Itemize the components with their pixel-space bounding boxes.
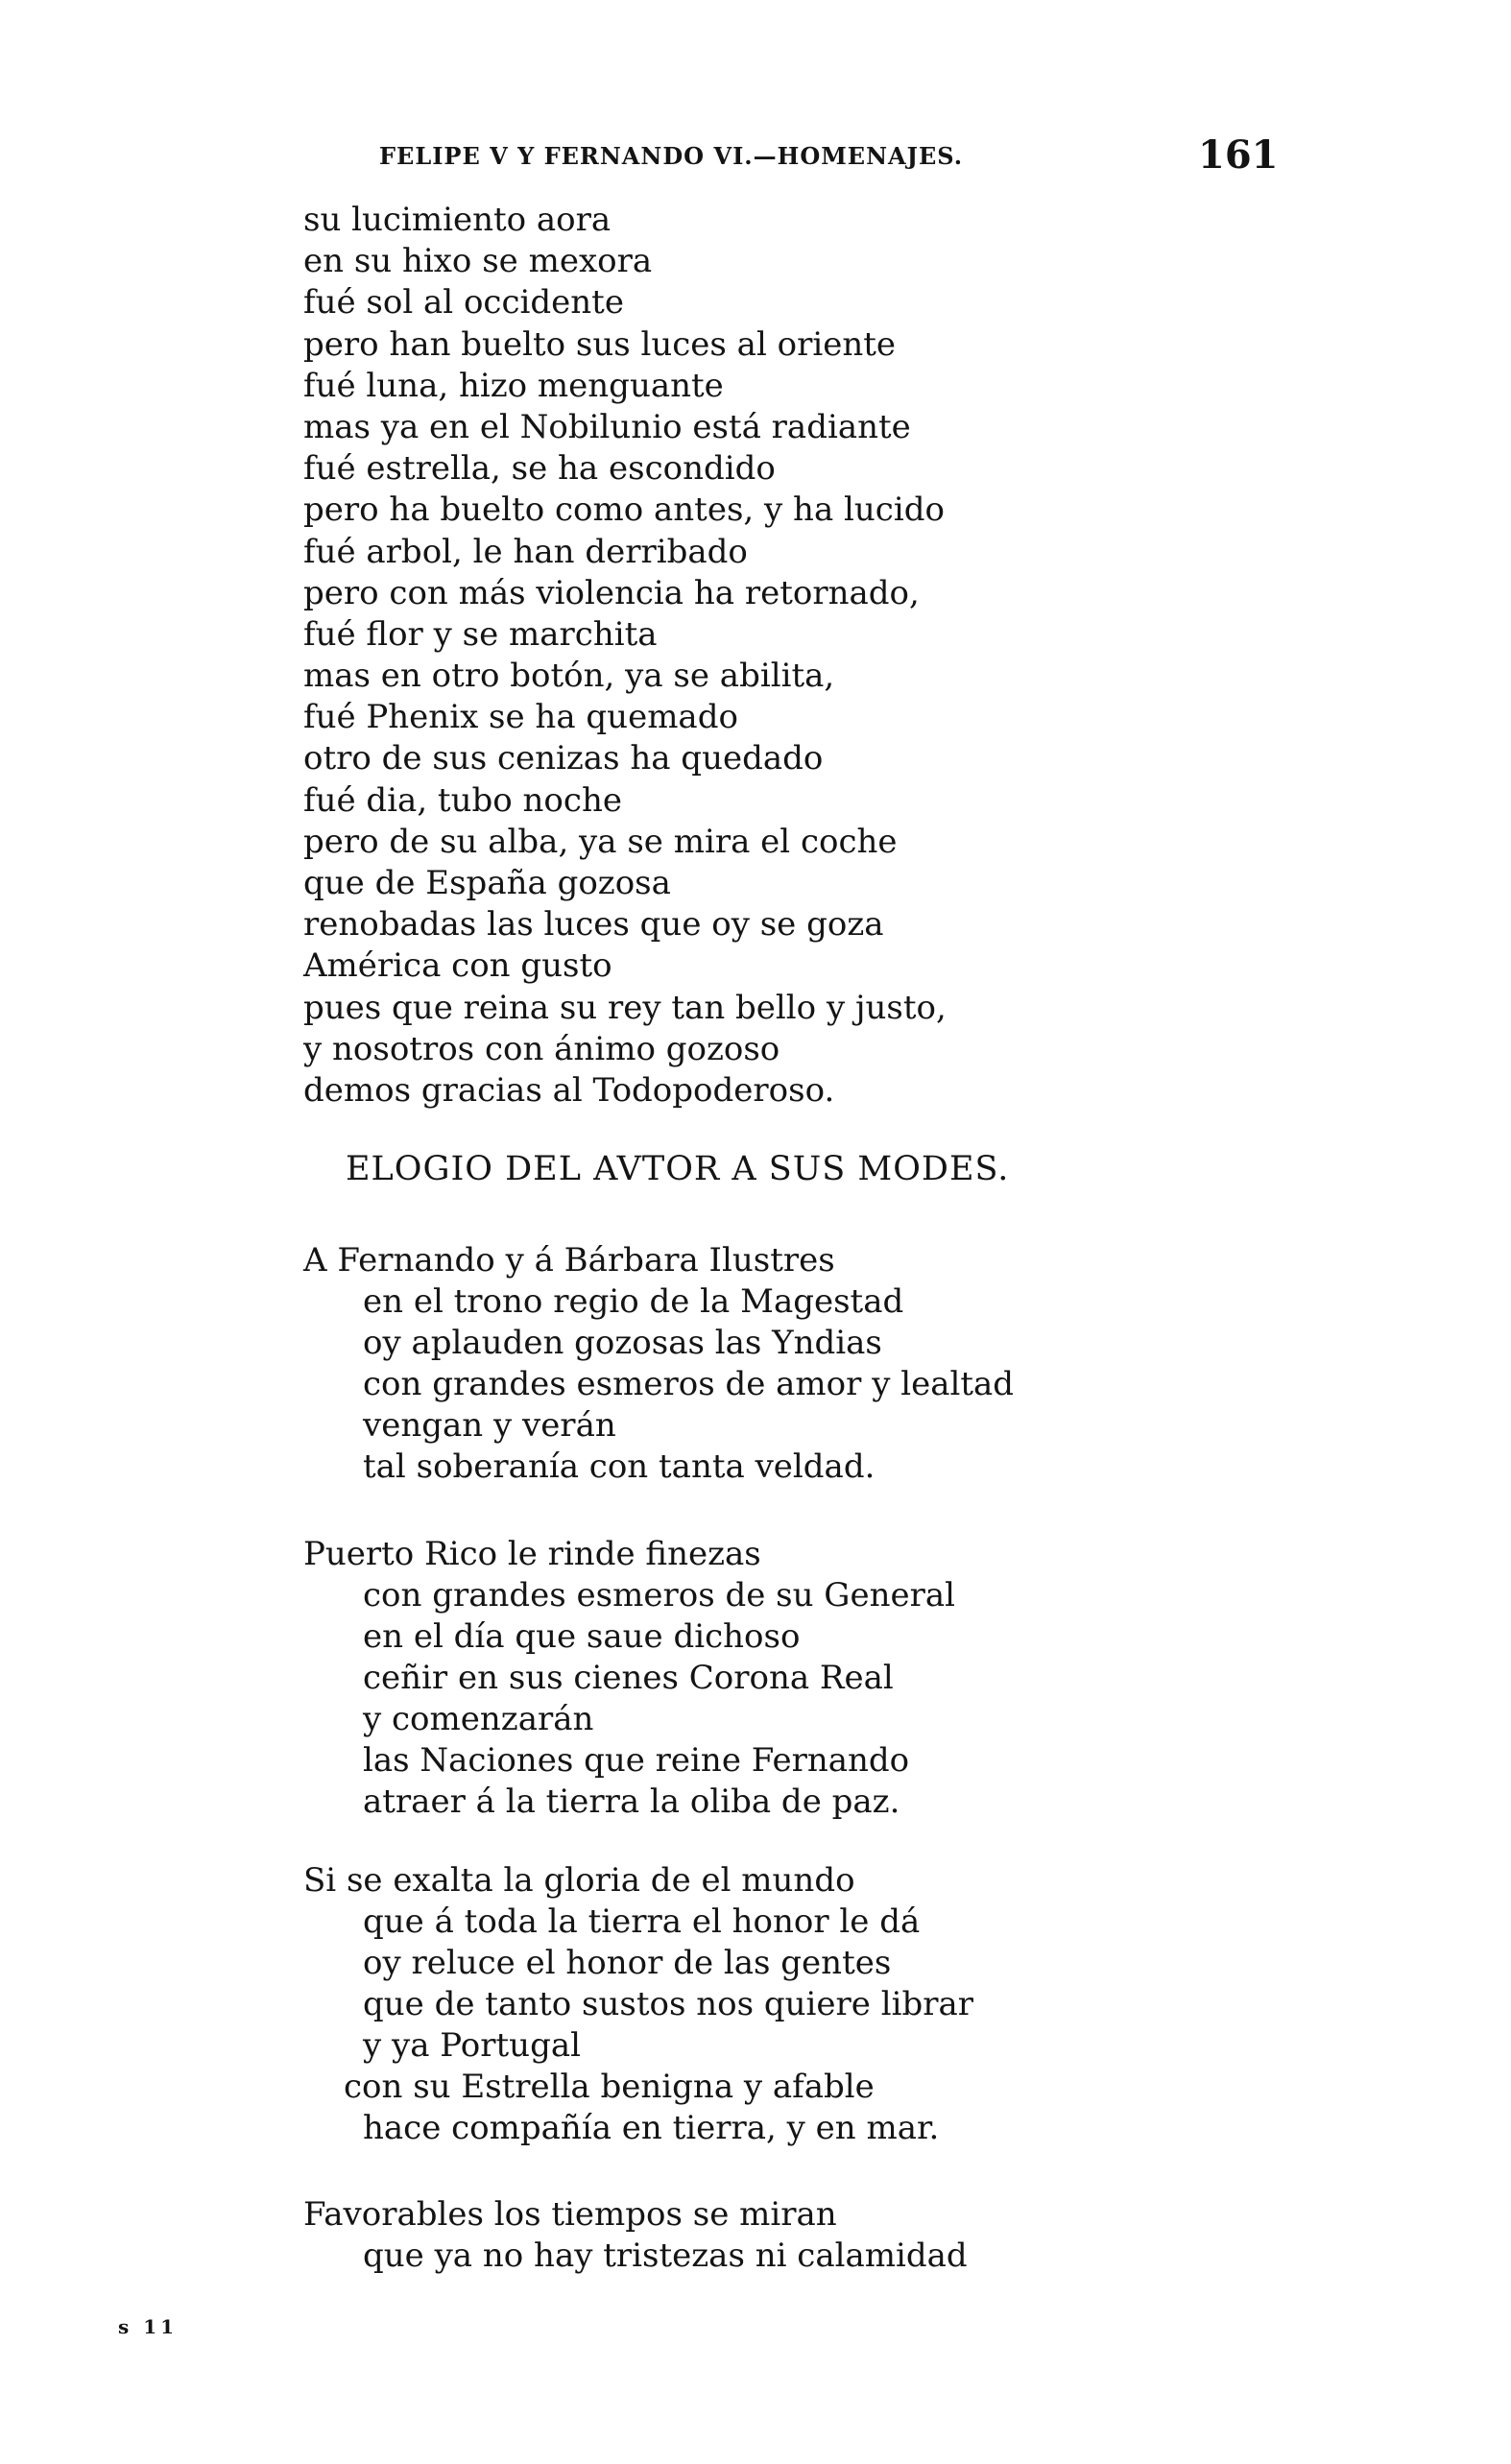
poem-line: fué flor y se marchita	[303, 614, 658, 654]
poem-line: su lucimiento aora	[303, 201, 612, 239]
poem-line: fué Phenix se ha quemado	[303, 698, 738, 737]
stanza-line: y ya Portugal	[363, 2026, 581, 2065]
poem-line: y nosotros con ánimo gozoso	[303, 1029, 780, 1068]
stanza-3	[303, 1860, 973, 2149]
poem-line: fué arbol, le han derribado	[303, 532, 748, 571]
stanza-4	[303, 2194, 968, 2277]
poem-continuation	[303, 200, 947, 1112]
poem-line: mas ya en el Nobilunio está radiante	[303, 407, 911, 446]
stanza-line: que ya no hay tristezas ni calamidad	[363, 2237, 968, 2275]
stanza-line: atraer á la tierra la oliba de paz.	[363, 1782, 900, 1821]
poem-line: demos gracias al Todopoderoso.	[303, 1070, 835, 1110]
stanza-line: con grandes esmeros de su General	[363, 1576, 955, 1615]
stanza-line: con su Estrella benigna y afable	[344, 2068, 875, 2106]
stanza-line: Favorables los tiempos se miran	[303, 2195, 837, 2234]
poem-line: pero de su alba, ya se mira el coche	[303, 822, 898, 861]
page-number: 161	[1198, 132, 1279, 178]
stanza-line: vengan y verán	[363, 1406, 616, 1445]
poem-line: América con gusto	[303, 946, 612, 986]
stanza-line: oy aplauden gozosas las Yndias	[363, 1324, 882, 1362]
poem-line: renobadas las luces que oy se goza	[303, 905, 884, 945]
poem-line: en su hixo se mexora	[303, 242, 653, 281]
poem-line: fué dia, tubo noche	[303, 780, 622, 820]
stanza-line: que de tanto sustos nos quiere librar	[363, 1985, 973, 2023]
section-title: ELOGIO DEL AVTOR A SUS MODES.	[346, 1150, 1010, 1188]
stanza-line: que á toda la tierra el honor le dá	[363, 1902, 921, 1941]
stanza-line: tal soberanía con tanta veldad.	[363, 1447, 875, 1486]
stanza-line: las Naciones que reine Fernando	[363, 1741, 910, 1780]
stanza-line: oy reluce el honor de las gentes	[363, 1944, 892, 1982]
stanza-line: en el trono regio de la Magestad	[363, 1282, 904, 1321]
running-head: FELIPE V Y FERNANDO VI.—HOMENAJES.	[379, 142, 964, 170]
signature-mark: s 11	[118, 2315, 179, 2338]
poem-line: pero con más violencia ha retornado,	[303, 573, 920, 612]
stanza-line: hace compañía en tierra, y en mar.	[363, 2109, 940, 2147]
poem-line: que de España gozosa	[303, 864, 671, 902]
stanza-line: y comenzarán	[363, 1700, 594, 1738]
poem-line: otro de sus cenizas ha quedado	[303, 739, 824, 778]
poem-line: pues que reina su rey tan bello y justo,	[303, 988, 947, 1027]
stanza-line: A Fernando y á Bárbara Ilustres	[303, 1241, 835, 1280]
stanza-1	[303, 1240, 1014, 1488]
poem-line: fué estrella, se ha escondido	[303, 449, 776, 489]
stanza-line: en el día que saue dichoso	[363, 1617, 801, 1656]
stanza-line: con grandes esmeros de amor y lealtad	[363, 1365, 1015, 1403]
stanza-2	[303, 1534, 955, 1823]
poem-line: fué luna, hizo menguante	[303, 366, 724, 405]
stanza-line: Puerto Rico le rinde finezas	[303, 1535, 761, 1573]
poem-line: mas en otro botón, ya se abilita,	[303, 657, 835, 696]
poem-line: pero ha buelto como antes, y ha lucido	[303, 490, 945, 530]
poem-line: pero han buelto sus luces al oriente	[303, 324, 897, 364]
stanza-line: ceñir en sus cienes Corona Real	[363, 1659, 894, 1697]
poem-line: fué sol al occidente	[303, 283, 624, 323]
stanza-line: Si se exalta la gloria de el mundo	[303, 1861, 855, 1900]
